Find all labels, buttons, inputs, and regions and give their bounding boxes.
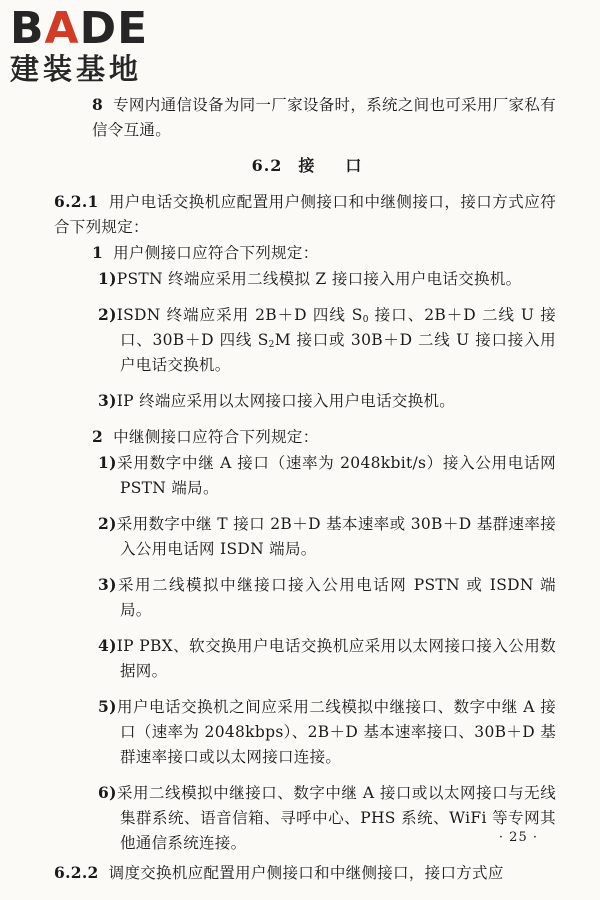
sub-item-2-2: 2)采用数字中继 T 接口 2B＋D 基本速率或 30B＋D 基群速率接入公用电话网 ISDN 端局。 [98,514,556,558]
sub-item-1-1: 1)PSTN 终端应采用二线模拟 Z 接口接入用户电话交换机。 [98,269,522,288]
sub-item-2-1: 1)采用数字中继 A 接口（速率为 2048kbit/s）接入公用电话网 PSTN 端局。 [98,453,556,497]
sub-item-2-4: 4)IP PBX、软交换用户电话交换机应采用以太网接口接入公用数据网。 [98,636,556,680]
logo-accent-letter: A [44,3,80,54]
item-2 [58,424,556,450]
sub-item-2-6: 6)采用二线模拟中继接口、数字中继 A 接口或以太网接口与无线集群系统、语音信箱、寻呼中心、PHS 系统、WiFi 等专网其他通信系统连接。 [98,783,556,852]
clause-number: 6.2.1 [54,192,99,211]
item-text: 中继侧接口应符合下列规定： [113,428,319,446]
item-text: 专网内通信设备为同一厂家设备时，系统之间也可采用厂家私有信令互通。 [92,96,556,139]
sub-item-1-2: 2)ISDN 终端应采用 2B＋D 四线 $S_0$ 接口、2B＋D 二线 U 接口、30B＋D 四线 $S_2M$ 接口或 30B＋D 二线 U 接口接入用户电话交换机。 [98,305,556,374]
continuation-item-8 [58,92,556,143]
clause-text: 调度交换机应配置用户侧接口和中继侧接口，接口方式应 [108,864,504,882]
page-number: · 25 · [498,830,538,845]
item-number: 1 [92,243,104,262]
logo-wordmark: BADE [10,3,149,54]
clause-6-2-2 [54,860,556,886]
clause-number: 6.2.2 [54,863,99,882]
item-number: 2 [92,427,104,446]
logo-subtitle: 建装基地 [10,52,143,86]
section-heading [58,143,556,189]
item-number: 8 [92,95,104,114]
item-1 [58,240,556,266]
sub-item-2-5: 5)用户电话交换机之间应采用二线模拟中继接口、数字中继 A 接口（速率为 2048kbps）、2B＋D 基本速率接口、30B＋D 基群速率接口或以太网接口连接。 [98,697,556,766]
section-number: 6.2 [251,156,283,175]
section-title-part1: 接 [298,156,316,175]
section-title-part2: 口 [345,156,363,175]
sub-item-2-3: 3)采用二线模拟中继接口接入公用电话网 PSTN 或 ISDN 端局。 [98,575,556,619]
sub-item-1-3: 3)IP 终端应采用以太网接口接入用户电话交换机。 [98,391,456,410]
clause-6-2-1 [54,189,556,240]
document-body [54,92,556,886]
item-text: 用户侧接口应符合下列规定： [113,244,319,262]
bade-logo [10,3,149,86]
clause-text: 用户电话交换机应配置用户侧接口和中继侧接口，接口方式应符合下列规定： [54,193,556,236]
